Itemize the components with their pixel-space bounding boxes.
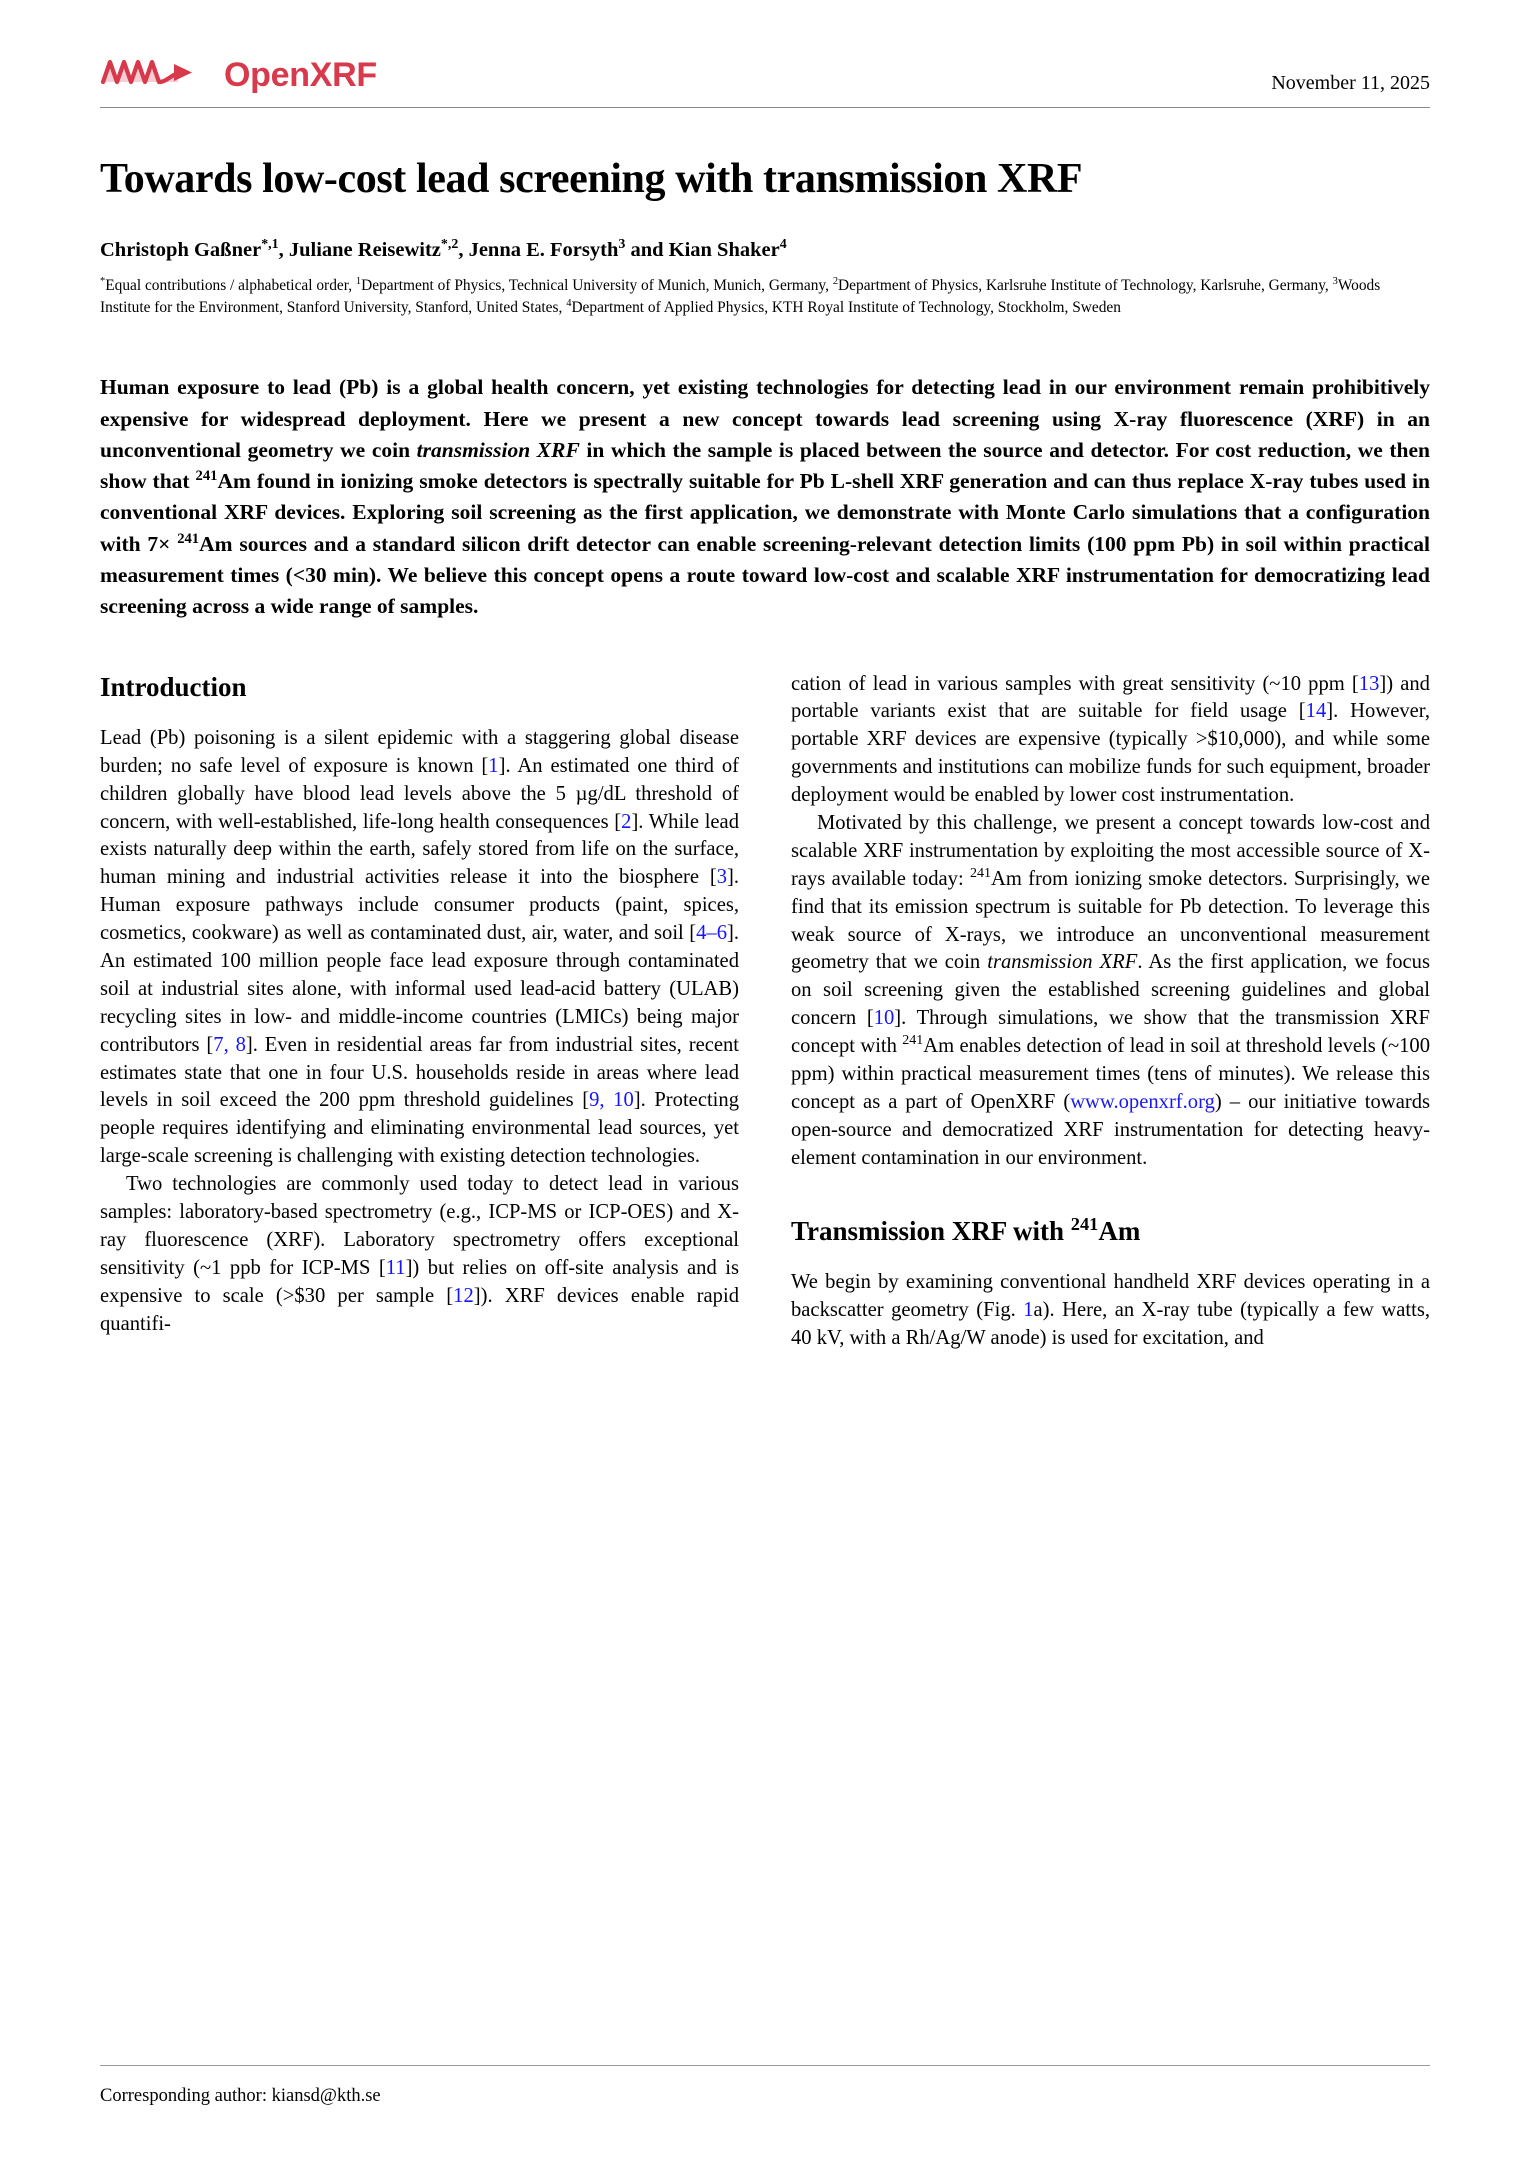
citation-link-10b[interactable]: 10 (873, 1007, 895, 1030)
citation-link-3[interactable]: 3 (716, 866, 727, 889)
abstract-isotope-1: 241 (195, 467, 218, 484)
page-title: Towards low-cost lead screening with transmission XRF (100, 156, 1083, 202)
text-run: ]. While lead exists naturally deep within the earth, safely stored from life on the surface, human mining and industrial activities release it into the biosphere [ (100, 810, 739, 889)
author-list (100, 237, 1430, 264)
section-heading-text: Transmission XRF with (791, 1215, 1071, 1246)
intro-paragraph-2-continued (791, 671, 1430, 810)
author-conjunction: and (630, 239, 664, 262)
author-sep-2: , (458, 239, 469, 262)
affiliation-1-marker: 1 (355, 275, 362, 287)
emphasis-transmission-xrf: transmission XRF (987, 951, 1138, 974)
affiliation-star-marker: * (100, 275, 106, 287)
openxrf-website-link[interactable]: www.openxrf.org (1070, 1090, 1215, 1113)
abstract-part-4: Am sources and a standard silicon drift detector can enable screening-relevant detection limits (100 ppm Pb) in soil within practical measurement times (<30 min). We believe this concept opens a route toward low-cost and scalable XRF instrumentation for democratizing lead screening across a wide range of samples. (100, 531, 1430, 619)
text-run: ]) but relies on off-site analysis and is expensive to scale (>$30 per sample [ (100, 1256, 739, 1307)
author-2: Juliane Reisewitz (288, 239, 441, 262)
affiliation-2: Department of Physics, Karlsruhe Institute of Technology, Karlsruhe, Germany, (838, 276, 1333, 294)
brand-name: OpenXRF (224, 55, 377, 94)
intro-paragraph-1 (100, 725, 739, 1171)
author-4-marker: 4 (779, 237, 787, 253)
affiliation-list (100, 275, 1430, 321)
affiliation-star: Equal contributions / alphabetical order, (105, 276, 356, 294)
figure-link-1[interactable]: 1 (1023, 1298, 1034, 1321)
openxrf-logo[interactable] (100, 52, 377, 97)
citation-link-4-6[interactable]: 4–6 (696, 922, 727, 945)
affiliation-2-marker: 2 (832, 275, 839, 287)
text-run: . As the first application, we focus on soil screening given the established screening guidelines and global concern [ (791, 951, 1430, 1030)
affiliation-4-marker: 4 (566, 298, 572, 310)
header-rule (100, 107, 1430, 108)
text-run: Am enables detection of lead in soil at threshold levels (~100 ppm) within practical measurement times (tens of minutes). We release this concept as a part of OpenXRF ( (791, 1035, 1430, 1113)
affiliation-3: Woods Institute for the Environment, Stanford University, Stanford, United States, (100, 276, 1381, 317)
body-columns (100, 671, 1430, 1353)
section-heading-text-2: Am (1098, 1215, 1141, 1246)
affiliation-3-marker: 3 (1332, 275, 1338, 287)
text-run: a). Here, an X-ray tube (typically a few watts, 40 kV, with a Rh/Ag/W anode) is used for excitation, and (791, 1298, 1430, 1349)
text-run: cation of lead in various samples with great sensitivity (~10 ppm [ (791, 672, 1359, 695)
text-run: ]. However, portable XRF devices are expensive (typically >$10,000), and while some governments and institutions can mobilize funds for such equipment, broader deployment would be enabled by lower cost instrumentation. (791, 700, 1430, 807)
footer-rule (100, 2065, 1430, 2066)
abstract-part-3: Am found in ionizing smoke detectors is spectrally suitable for Pb L-shell XRF generation and can thus replace X-ray tubes used in conventional XRF devices. Exploring soil screening as the first application, we demonstrate with Monte Carlo simulations that a configuration with 7× (100, 469, 1430, 556)
text-run: ]. An estimated one third of children globally have blood lead levels above the 5 µg/dL threshold of concern, with well-established, life-long health consequences [ (100, 754, 739, 833)
citation-link-9-10[interactable]: 9, 10 (589, 1089, 634, 1112)
isotope-superscript-241-1: 241 (969, 865, 991, 881)
abstract-isotope-2: 241 (177, 530, 200, 547)
page-footer (100, 2065, 1430, 2108)
citation-link-14[interactable]: 14 (1305, 700, 1327, 723)
left-column (100, 671, 739, 1353)
text-run: Lead (Pb) poisoning is a silent epidemic with a staggering global disease burden; no safe level of exposure is known [ (100, 726, 739, 777)
text-run: ) – our initiative towards open-source and democratized XRF instrumentation for detecting heavy-element contamination in our environment. (791, 1090, 1431, 1169)
citation-link-11[interactable]: 11 (385, 1256, 406, 1279)
author-4: Kian Shaker (668, 239, 780, 262)
text-run: ]. Protecting people requires identifying and eliminating environmental lead sources, yet large-scale screening is challenging with existing detection technologies. (100, 1089, 739, 1168)
text-run: We begin by examining conventional handheld XRF devices operating in a backscatter geometry (Fig. (791, 1270, 1430, 1321)
author-1-marker: *,1 (261, 237, 279, 253)
text-run: Motivated by this challenge, we present a concept towards low-cost and scalable XRF instrumentation by exploiting the most accessible source of X-rays available today: (791, 811, 1430, 890)
citation-link-13[interactable]: 13 (1358, 672, 1380, 695)
intro-paragraph-3 (791, 810, 1430, 1173)
citation-link-7-8[interactable]: 7, 8 (213, 1033, 246, 1056)
citation-link-2[interactable]: 2 (621, 810, 632, 833)
section-heading-transmission-xrf (791, 1215, 1430, 1247)
corresponding-author: Corresponding author: kiansd@kth.se (100, 2085, 381, 2106)
header-date: November 11, 2025 (1271, 72, 1430, 94)
author-1: Christoph Gaßner (100, 239, 262, 262)
isotope-superscript-241-2: 241 (902, 1033, 924, 1049)
abstract-emphasis-1: transmission XRF (416, 437, 580, 462)
author-2-marker: *,2 (440, 237, 459, 253)
citation-link-12[interactable]: 12 (453, 1284, 474, 1307)
text-run: ]) and portable variants exist that are suitable for field usage [ (791, 672, 1430, 723)
author-sep-1: , (278, 239, 289, 262)
abstract (100, 372, 1430, 622)
author-3-marker: 3 (618, 237, 626, 253)
section-heading-introduction: Introduction (100, 671, 247, 702)
transmission-paragraph-1 (791, 1269, 1430, 1353)
affiliation-4: Department of Applied Physics, KTH Royal Institute of Technology, Stockholm, Sweden (571, 299, 1121, 317)
text-run: ]). XRF devices enable rapid quantifi- (100, 1284, 739, 1335)
intro-paragraph-2 (100, 1171, 739, 1338)
right-column (791, 671, 1430, 1353)
author-3: Jenna E. Forsyth (468, 239, 619, 262)
text-run: ]. An estimated 100 million people face lead exposure through contaminated soil at industrial sites alone, with informal used lead-acid battery (ULAB) recycling sites in low- and middle-income countries (LMICs) being major contributors [ (100, 922, 739, 1056)
text-run: ]. Even in residential areas far from industrial sites, recent estimates state that one in four U.S. households reside in areas where lead levels in soil exceed the 200 ppm threshold guidelines [ (100, 1033, 740, 1112)
citation-link-1[interactable]: 1 (488, 754, 499, 777)
affiliation-1: Department of Physics, Technical University of Munich, Munich, Germany, (361, 276, 833, 294)
isotope-superscript-241-heading: 241 (1070, 1213, 1099, 1234)
text-run: ]. Human exposure pathways include consumer products (paint, spices, cosmetics, cookware) as well as contaminated dust, air, water, and soil [ (100, 866, 739, 945)
text-run: Two technologies are commonly used today to detect lead in various samples: laboratory-based spectrometry (e.g., ICP-MS or ICP-OES) and X-ray fluorescence (XRF). Laboratory spectrometry offers exceptional sensitivity (~1 ppb for ICP-MS [ (100, 1173, 739, 1279)
abstract-part-1: Human exposure to lead (Pb) is a global health concern, yet existing technologies for detecting lead in our environment remain prohibitively expensive for widespread deployment. Here we present a new concept towards lead screening using X-ray fluorescence (XRF) in an unconventional geometry we coin (100, 375, 1430, 462)
abstract-part-2: in which the sample is placed between the source and detector. For cost reduction, we then show that (100, 437, 1431, 494)
page-header (100, 0, 1430, 107)
waveform-arrow-icon (100, 52, 212, 97)
text-run: ]. Through simulations, we show that the transmission XRF concept with (791, 1007, 1430, 1058)
text-run: Am from ionizing smoke detectors. Surprisingly, we find that its emission spectrum is suitable for Pb detection. To leverage this weak source of X-rays, we introduce an unconventional measurement geometry that we coin (791, 867, 1430, 974)
